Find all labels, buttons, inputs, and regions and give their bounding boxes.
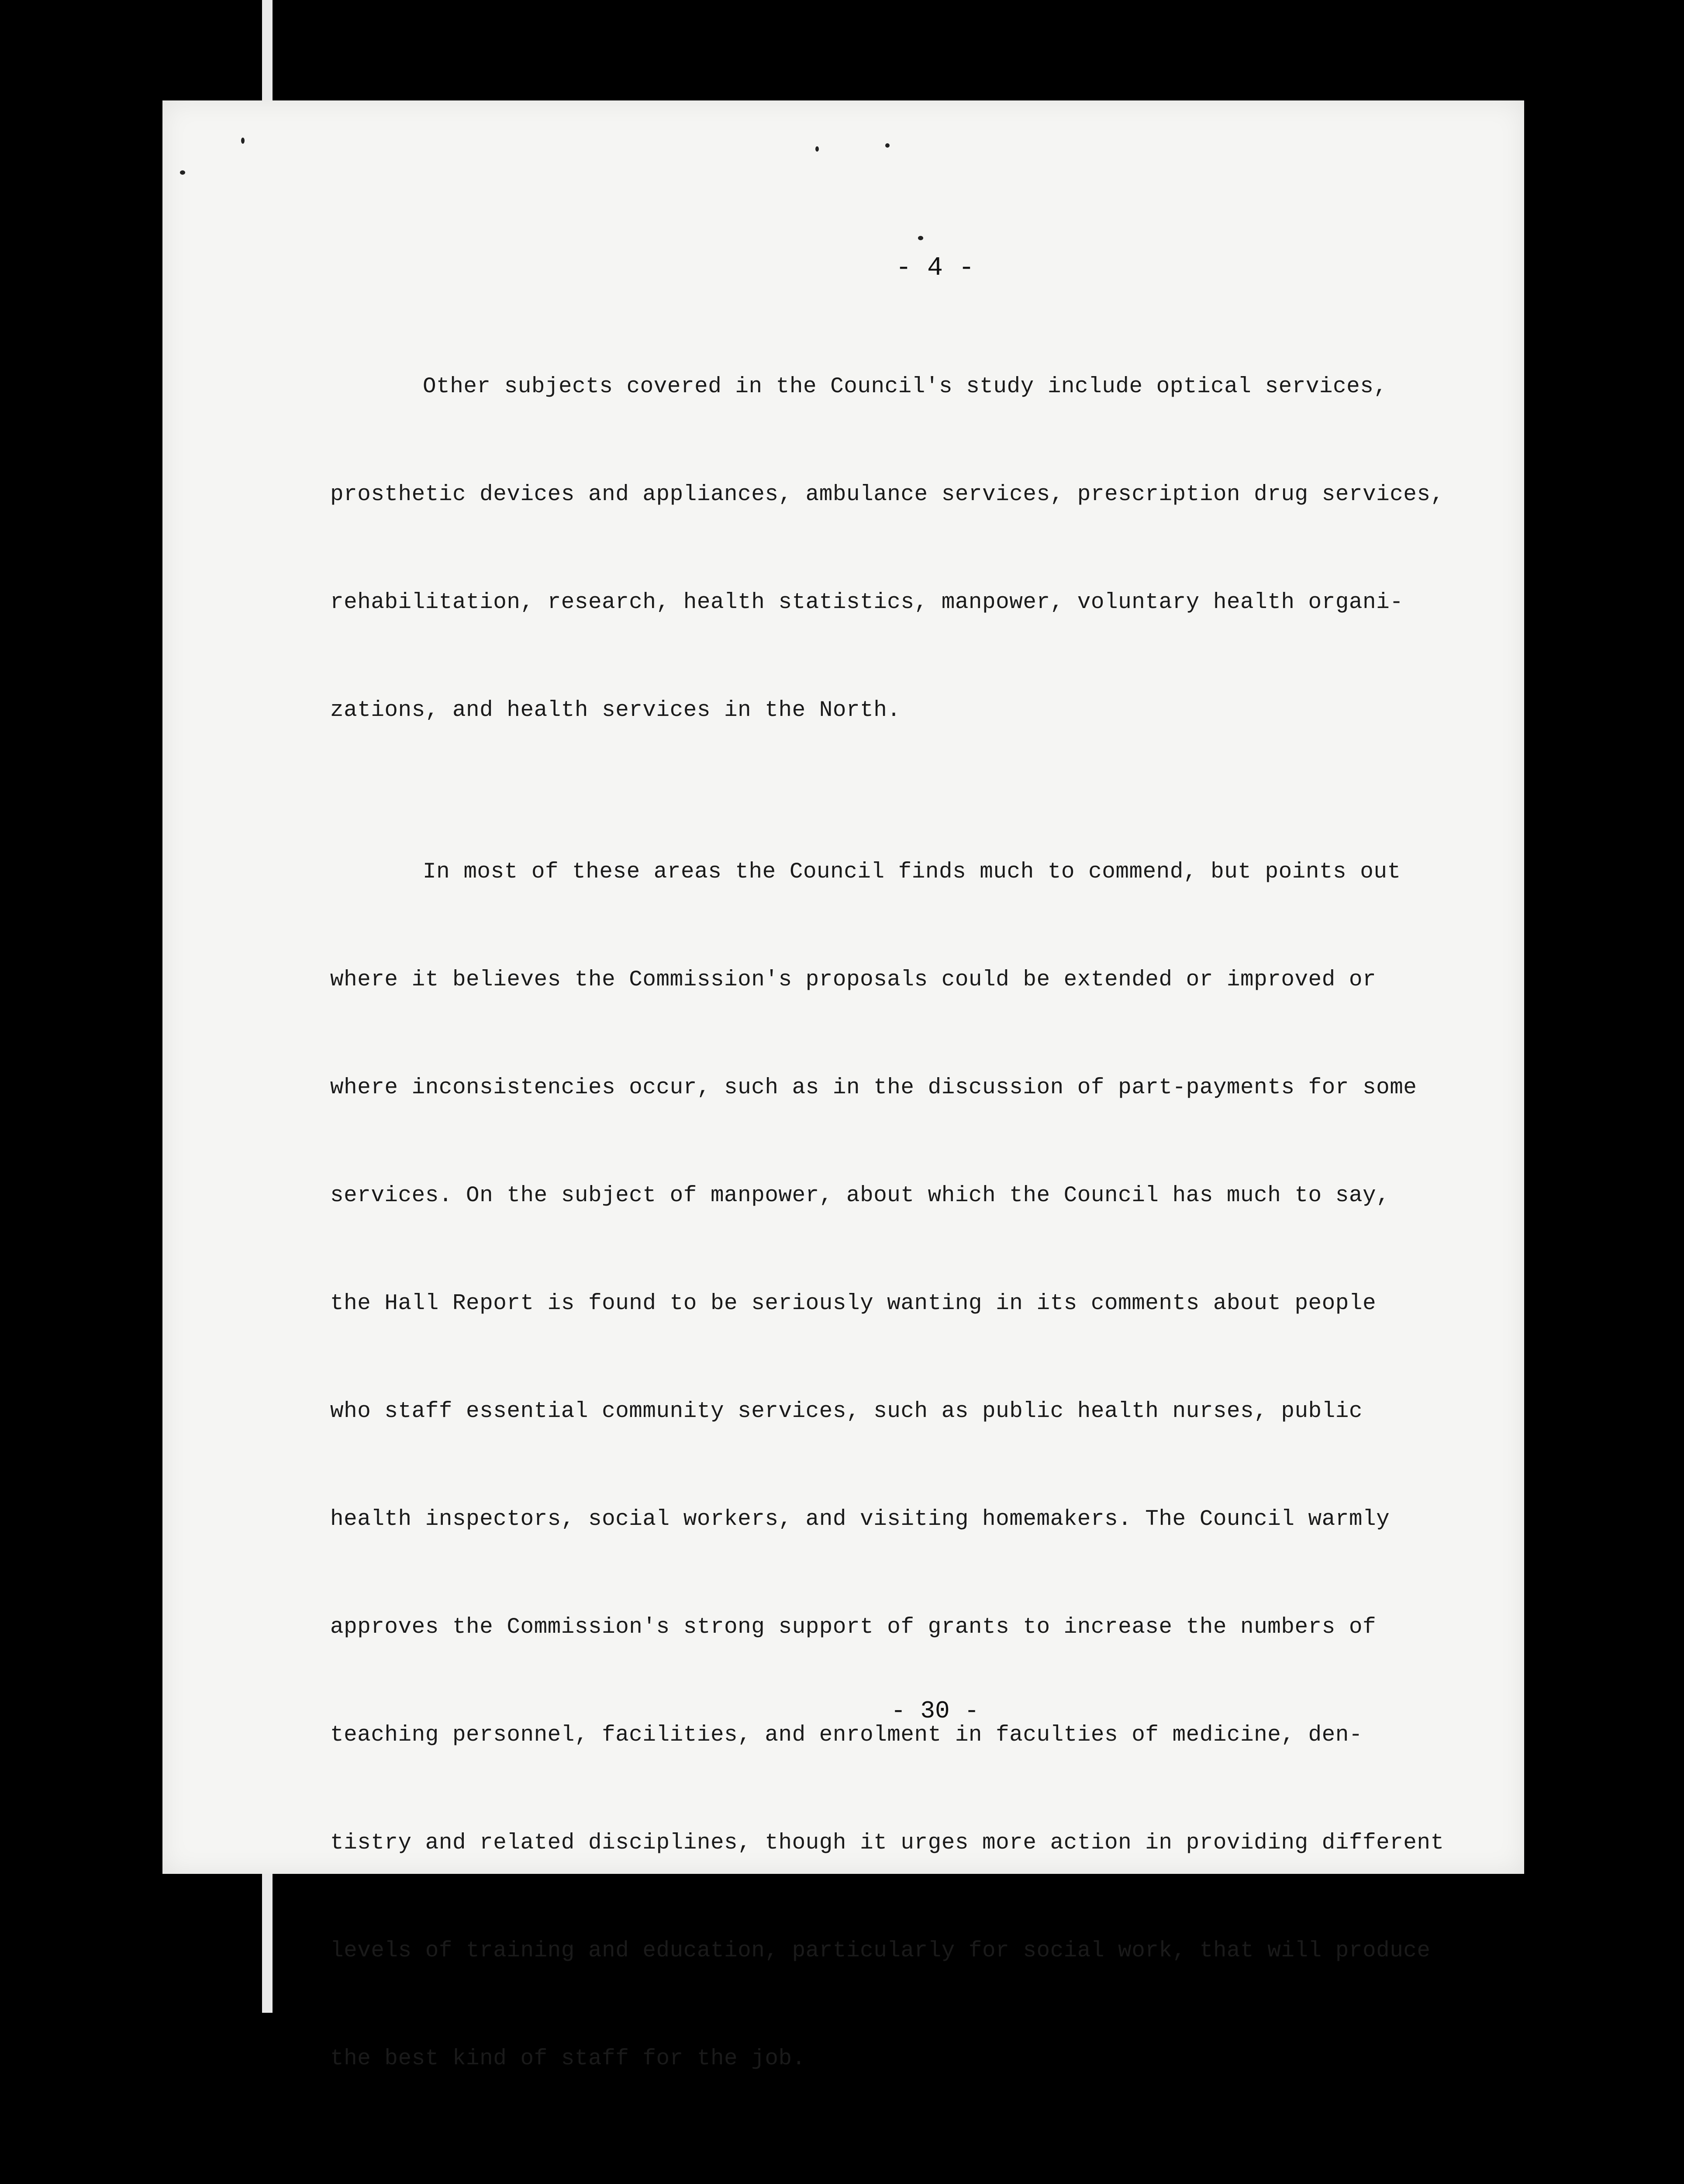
text-line: rehabilitation, research, health statistics, manpower, voluntary health organi- [330, 590, 1404, 615]
scan-speck [918, 236, 923, 240]
document-page [162, 100, 1524, 2071]
body-text [330, 306, 1466, 2184]
paragraph-3 [330, 2140, 1466, 2184]
text-line: tistry and related disciplines, though it urges more action in providing different [330, 1831, 1444, 1856]
text-line: health inspectors, social workers, and visiting homemakers. The Council warmly [330, 1507, 1390, 1532]
film-strip-edge-bottom [262, 1874, 273, 2013]
text-line: services. On the subject of manpower, about which the Council has much to say, [330, 1183, 1390, 1208]
text-line: the Hall Report is found to be seriously wanting in its comments about people [330, 1291, 1377, 1316]
page-number-bottom: - 30 - [891, 1697, 979, 1725]
page-number-top: - 4 - [895, 253, 975, 283]
paragraph-1 [330, 306, 1466, 791]
text-line: teaching personnel, facilities, and enrolment in faculties of medicine, den- [330, 1723, 1363, 1748]
text-line: prosthetic devices and appliances, ambulance services, prescription drug services, [330, 482, 1444, 507]
text-line: In most of these areas the Council finds much to commend, but points out [423, 860, 1401, 885]
scan-speck [815, 146, 819, 152]
scan-speck [180, 170, 185, 175]
text-line: approves the Commission's strong support of grants to increase the numbers of [330, 1615, 1377, 1640]
paragraph-2 [330, 791, 1466, 2140]
text-line: levels of training and education, particularly for social work, that will produce [330, 1939, 1431, 1963]
text-line: who staff essential community services, such as public health nurses, public [330, 1399, 1363, 1424]
text-line: where inconsistencies occur, such as in the discussion of part-payments for some [330, 1075, 1417, 1100]
text-line: the best kind of staff for the job. [330, 2046, 806, 2071]
text-line: Other subjects covered in the Council's study include optical services, [423, 374, 1387, 399]
scan-speck [885, 143, 890, 148]
film-strip-edge-top [262, 0, 273, 100]
scan-speck [241, 138, 245, 144]
text-line: where it believes the Commission's proposals could be extended or improved or [330, 968, 1377, 992]
text-line: zations, and health services in the North. [330, 698, 901, 723]
